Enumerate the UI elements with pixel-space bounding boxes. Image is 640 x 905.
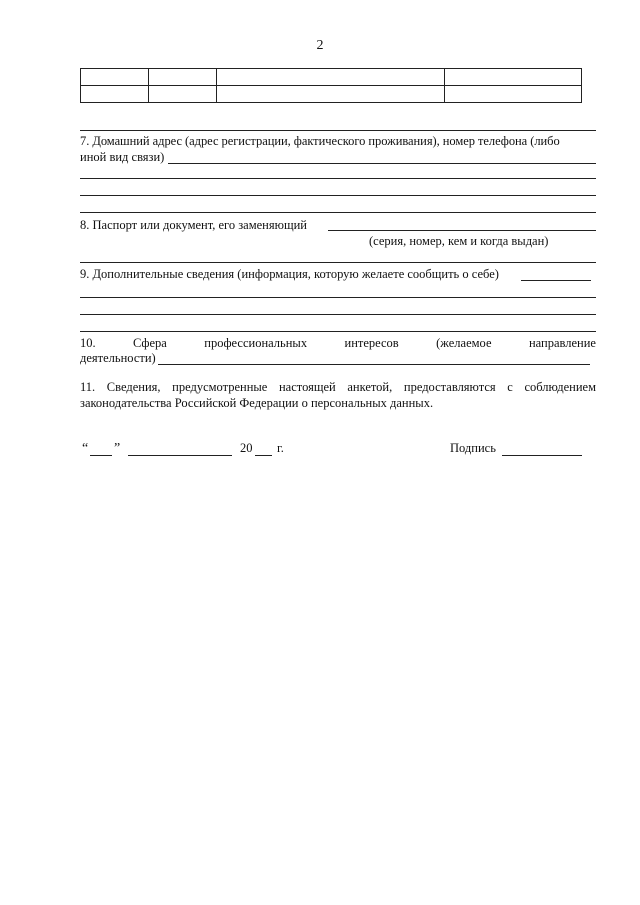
address-field-4[interactable] — [80, 212, 596, 213]
address-field-3[interactable] — [80, 195, 596, 196]
item7-line1: 7. Домашний адрес (адрес регистрации, фактического проживания), номер телефона (либо — [80, 134, 560, 148]
item10-word: (желаемое — [436, 336, 492, 350]
item10-word: интересов — [344, 336, 399, 350]
item8-hint: (серия, номер, кем и когда выдан) — [369, 234, 549, 248]
additional-info-field-3[interactable] — [80, 314, 596, 315]
signature-label: Подпись — [450, 441, 496, 455]
table-cell[interactable] — [81, 86, 149, 103]
table-cell[interactable] — [217, 86, 445, 103]
table-cell[interactable] — [445, 86, 582, 103]
item9-label: 9. Дополнительные сведения (информация, которую желаете сообщить о себе) — [80, 267, 499, 281]
item10-word: профессиональных — [204, 336, 308, 350]
table-cell[interactable] — [149, 69, 217, 86]
interests-field[interactable] — [158, 364, 590, 365]
date-quote-close: ” — [114, 441, 121, 456]
item11-line1: 11. Сведения, предусмотренные настоящей анкетой, предоставляются с соблюдением — [80, 380, 596, 394]
item10-word: Сфера — [133, 336, 167, 350]
additional-info-field-4[interactable] — [80, 331, 596, 332]
table-cell[interactable] — [149, 86, 217, 103]
address-field-2[interactable] — [80, 178, 596, 179]
item11-line2: законодательства Российской Федерации о персональных данных. — [80, 396, 434, 410]
page-number: 2 — [316, 38, 324, 53]
table-row — [81, 69, 582, 86]
item10-line2: деятельности) — [80, 351, 156, 365]
date-year-field[interactable] — [255, 455, 272, 456]
additional-info-field[interactable] — [521, 280, 591, 281]
item10-word: направление — [528, 336, 596, 350]
passport-field-2[interactable] — [80, 262, 596, 263]
separator-line — [80, 130, 596, 131]
date-year-prefix: 20 — [240, 441, 253, 455]
item10-word: 10. — [80, 336, 96, 350]
item10-line1 — [80, 336, 596, 351]
table-cell[interactable] — [445, 69, 582, 86]
item8-label: 8. Паспорт или документ, его заменяющий — [80, 218, 307, 232]
data-table — [80, 68, 582, 103]
item7-line2: иной вид связи) — [80, 150, 165, 164]
date-year-suffix: г. — [277, 441, 284, 455]
additional-info-field-2[interactable] — [80, 297, 596, 298]
address-field[interactable] — [168, 163, 596, 164]
table-row — [81, 86, 582, 103]
passport-field[interactable] — [328, 230, 596, 231]
table-cell[interactable] — [217, 69, 445, 86]
date-day-field[interactable] — [90, 455, 112, 456]
date-month-field[interactable] — [128, 455, 232, 456]
table-cell[interactable] — [81, 69, 149, 86]
signature-field[interactable] — [502, 455, 582, 456]
date-quote-open: “ — [82, 441, 89, 456]
